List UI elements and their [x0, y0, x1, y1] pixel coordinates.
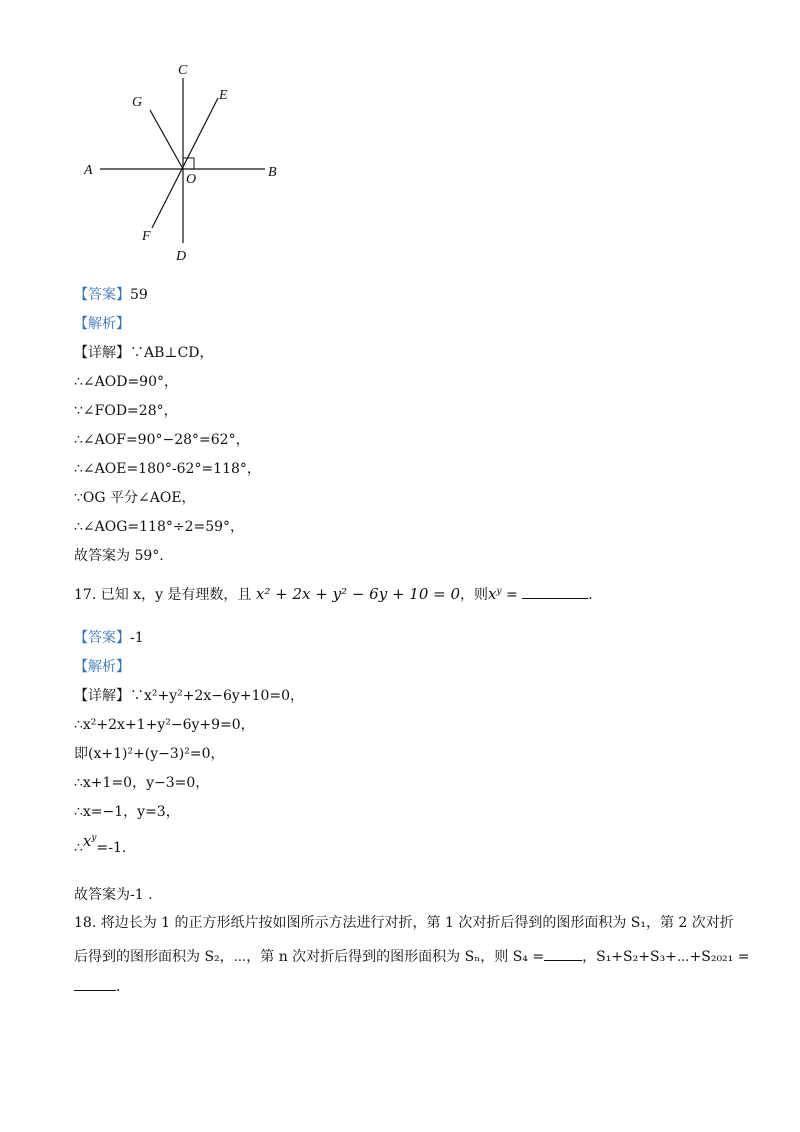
q17-conclusion: 故答案为-1 . [74, 887, 153, 903]
result-base: x [82, 832, 92, 850]
q16-analysis-tag: 【解析】 [74, 316, 130, 332]
label-O: O [186, 172, 197, 187]
detail-tag: 【详解】 [74, 345, 130, 361]
line-EF [152, 98, 218, 228]
question-number: 17. [74, 587, 97, 603]
q18-line-3 [74, 978, 120, 995]
q17-stem [74, 584, 593, 604]
result-value: =-1. [96, 840, 127, 856]
answer-tag: 【答案】 [74, 287, 130, 303]
answer-blank-1 [544, 948, 582, 961]
stem-end: . [588, 587, 593, 603]
stem-end: . [116, 979, 121, 995]
q16-line: ∴∠AOD=90°， [74, 374, 178, 390]
stem-text: ，S₁+S₂+S₃+⋯+S₂₀₂₁ = [582, 949, 750, 965]
q16-line: ∴∠AOF=90°−28°=62°， [74, 432, 250, 448]
label-F: F [142, 229, 151, 244]
label-G: G [132, 95, 143, 110]
label-C: C [178, 63, 188, 78]
detail-tag: 【详解】 [74, 688, 130, 704]
answer-value: -1 [130, 630, 144, 646]
q16-detail-line-1 [74, 342, 214, 362]
q16-line: ∴∠AOE=180°-62°=118°， [74, 461, 261, 477]
detail-text: ∵x²+y²+2x−6y+10=0， [130, 688, 305, 704]
result-exponent: y [91, 833, 97, 844]
q16-line: ∵∠FOD=28°， [74, 403, 178, 419]
stem-text: 已知 x，y 是有理数，且 [100, 587, 252, 603]
q17-result [74, 832, 127, 856]
q17-line: 即(x+1)²+(y−3)²=0， [74, 746, 225, 762]
label-E: E [219, 88, 228, 103]
stem-text: 后得到的图形面积为 S₂，⋯，第 n 次对折后得到的图形面积为 Sₙ，则 S₄ = [74, 949, 545, 965]
detail-text: ∵AB⊥CD， [130, 345, 214, 361]
q18-line-2 [74, 946, 749, 966]
geometry-figure [80, 58, 290, 270]
q17-line: ∴x²+2x+1+y²−6y+9=0， [74, 717, 255, 733]
stem-text: ，则 [460, 587, 489, 603]
therefore-symbol: ∴ [74, 840, 83, 856]
ray-OG [150, 110, 183, 169]
q16-answer [74, 284, 148, 304]
expr-base: x [488, 585, 497, 603]
answer-blank-2 [74, 978, 116, 991]
q17-detail-line-1 [74, 685, 304, 705]
q16-line: ∵OG 平分∠AOE， [74, 490, 196, 506]
label-D: D [176, 249, 187, 264]
q17-line: ∴x+1=0，y−3=0， [74, 775, 210, 791]
label-B: B [268, 165, 277, 180]
answer-tag: 【答案】 [74, 630, 130, 646]
q17-analysis-tag: 【解析】 [74, 659, 130, 675]
expr-exponent: y [496, 586, 502, 597]
condition-equation: x² + 2x + y² − 6y + 10 = 0 [255, 585, 461, 603]
q17-answer [74, 627, 144, 647]
q16-line: ∴∠AOG=118°÷2=59°， [74, 519, 245, 535]
label-A: A [84, 163, 93, 178]
answer-blank [522, 586, 588, 599]
q17-line: ∴x=−1，y=3， [74, 804, 180, 820]
stem-text: = [501, 587, 518, 603]
q18-line-1: 18. 将边长为 1 的正方形纸片按如图所示方法进行对折，第 1 次对折后得到的图形面积为 S₁，第 2 次对折 [74, 915, 734, 931]
answer-value: 59 [130, 287, 148, 303]
q16-conclusion: 故答案为 59°. [74, 548, 164, 564]
